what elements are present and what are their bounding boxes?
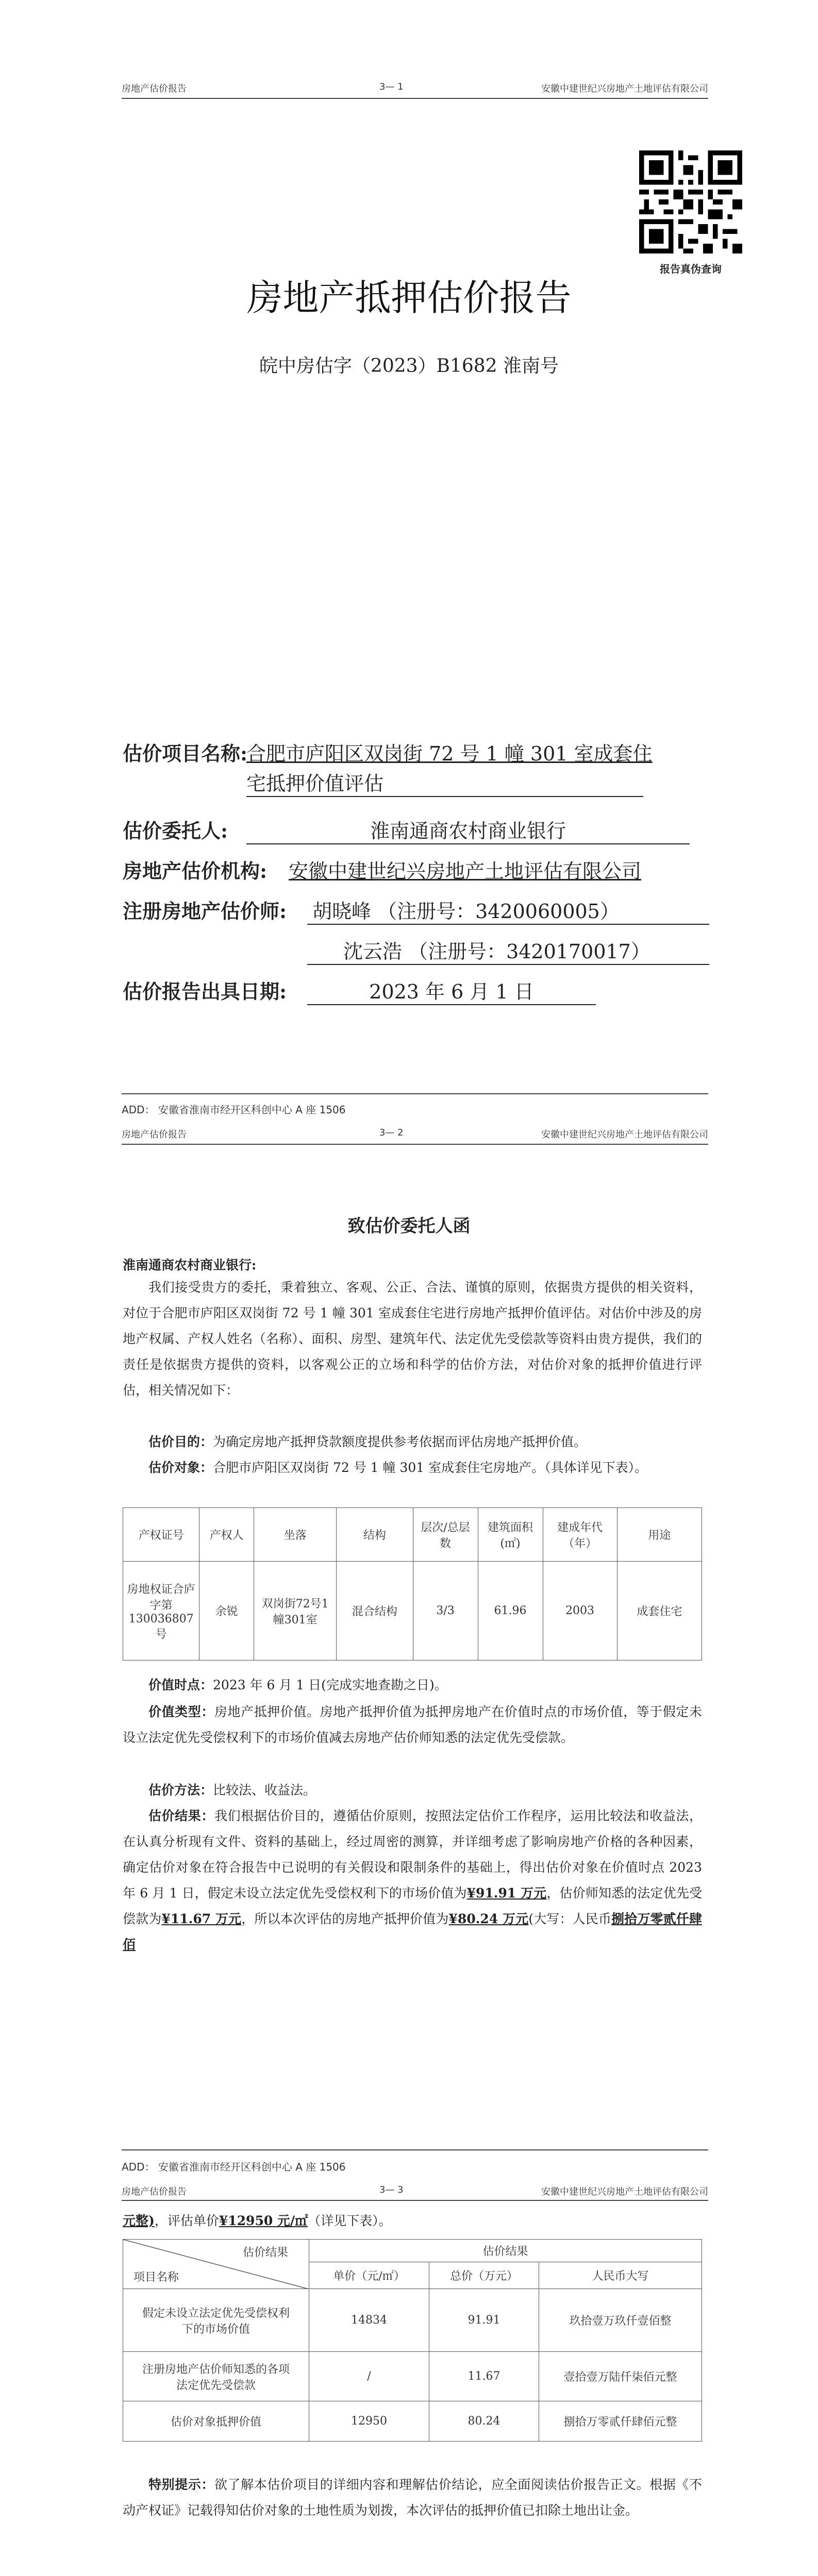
method-label: 估价方法： [148, 1783, 213, 1798]
header-rule [122, 2200, 708, 2201]
type-line [123, 1699, 702, 1751]
agency-label: 房地产估价机构: [123, 859, 268, 883]
row-unit: / [309, 2352, 429, 2401]
header-rule [122, 98, 708, 99]
valuation-result-table [123, 2239, 702, 2442]
th-owner: 产权人 [199, 1508, 254, 1562]
time-label: 价值时点： [148, 1677, 213, 1692]
market-value: ¥91.91 万元 [466, 1886, 547, 1901]
td-owner: 余锐 [199, 1562, 254, 1660]
letter-title: 致估价委托人函 [347, 1216, 471, 1236]
purpose-text: 为确定房地产抵押贷款额度提供参考依据而评估房地产抵押价值。 [213, 1434, 587, 1449]
project-name-line1: 合肥市庐阳区双岗街 72 号 1 幢 301 室成套住 [246, 742, 653, 765]
date-label: 估价报告出具日期: [123, 980, 287, 1003]
header-right: 安徽中建世纪兴房地产土地评估有限公司 [541, 2187, 708, 2197]
report-number: 皖中房估字（2023）B1682 淮南号 [259, 355, 559, 377]
appraiser-2 [307, 936, 709, 965]
td-year: 2003 [543, 1562, 617, 1660]
table-row [123, 2401, 702, 2442]
unit-price: ¥12950 元/㎡ [219, 2213, 308, 2228]
header-left: 房地产估价报告 [122, 2187, 187, 2197]
special-text: 欲了解本估价项目的详细内容和理解估价结论，应全面阅读估价报告正文。根据《不动产权证》记载得知估价对象的土地性质为划拨，本次评估的抵押价值已扣除土地出让金。 [123, 2477, 702, 2518]
appraiser-1-text: 胡晓峰 （注册号：3420060005） [312, 900, 620, 923]
letter-addressee: 淮南通商农村商业银行: [123, 1258, 257, 1273]
qr-code[interactable] [639, 150, 742, 256]
result-label: 估价结果： [148, 1808, 214, 1823]
client-value-text: 淮南通商农村商业银行 [370, 820, 566, 842]
object-text: 合肥市庐阳区双岗街 72 号 1 幢 301 室成套住宅房地产。（具体详见下表）。 [213, 1460, 648, 1475]
property-table-row [123, 1562, 702, 1660]
appraiser-label: 注册房地产估价师: [123, 900, 287, 923]
th-year: 建成年代（年） [543, 1508, 617, 1562]
qr-caption: 报告真伪查询 [660, 263, 722, 275]
unit-price-post: （详见下表）。 [308, 2213, 392, 2228]
row-total: 80.24 [429, 2401, 539, 2442]
header-right: 安徽中建世纪兴房地产土地评估有限公司 [541, 83, 708, 94]
project-name-line2-text: 宅抵押价值评估 [246, 772, 384, 795]
result-cn-end: 元整) [123, 2213, 155, 2228]
th-floor: 层次/总层数 [413, 1508, 478, 1562]
type-text: 房地产抵押价值。房地产抵押价值为抵押房地产在价值时点的市场价值，等于假定未设立法定优先受偿权利下的市场价值减去房地产估价师知悉的法定优先受偿款。 [123, 1704, 702, 1745]
th-area: 建筑面积(㎡) [478, 1508, 543, 1562]
row-unit: 12950 [309, 2401, 429, 2442]
page-footer: ADD： 安徽省淮南市经开区科创中心 A 座 1506 [122, 1104, 346, 1116]
col-unit-price: 单价（元/㎡） [309, 2262, 429, 2289]
header-right: 安徽中建世纪兴房地产土地评估有限公司 [541, 1129, 708, 1140]
date-value-text: 2023 年 6 月 1 日 [369, 980, 534, 1003]
header-page-number: 3— 2 [379, 1127, 404, 1138]
result-table-header-1 [123, 2240, 702, 2262]
header-page-number: 3— 3 [379, 2184, 404, 2195]
row-cn: 捌拾万零贰仟肆佰元整 [539, 2401, 702, 2442]
page-header [122, 81, 708, 97]
result-text: 我们根据估价目的，遵循估价原则，按照法定估价工作程序，运用比较法和收益法，在认真分析现有文件、资料的基础上，经过周密的测算，并详细考虑了影响房地产价格的各种因素，确定估价对象在符合报告中已说明的有关假设和限制条件的基础上，得出估价对象在价值时点 2023 年 6 月 1 日，假定未设立法定优先受偿权利下的市场价值为 [123, 1808, 702, 1901]
property-table [123, 1507, 702, 1660]
page-header [122, 2184, 708, 2200]
td-cert: 房地权证合庐字第130036807号 [123, 1562, 199, 1660]
letter-p1-text: 我们接受贵方的委托，秉着独立、客观、公正、合法、谨慎的原则，依据贵方提供的相关资料，对位于合肥市庐阳区双岗街 72 号 1 幢 301 室成套住宅进行房地产抵押价值评估。对估价中涉及的房地产权属、产权人姓名（名称）、面积、房型、建筑年代、法定优先受偿款等资料由贵方提供，我们的责任是依据贵方提供的资料，以客观公正的立场和科学的估价方法，对估价对象的抵押价值进行评估，相关情况如下： [123, 1280, 702, 1398]
th-cert: 产权证号 [123, 1508, 199, 1562]
agency-value: 安徽中建世纪兴房地产土地评估有限公司 [289, 860, 642, 883]
row-unit: 14834 [309, 2289, 429, 2352]
appraiser-1 [307, 895, 709, 925]
row-cn: 壹拾壹万陆仟柒佰元整 [539, 2352, 702, 2401]
page-header [122, 1127, 708, 1143]
td-location: 双岗街72号1幢301室 [254, 1562, 337, 1660]
header-left: 房地产估价报告 [122, 83, 187, 94]
row-total: 91.91 [429, 2289, 539, 2352]
purpose-line [123, 1429, 702, 1455]
td-usage: 成套住宅 [617, 1562, 702, 1660]
diagonal-header-cell [123, 2240, 309, 2289]
mortgage-value: ¥80.24 万元 [448, 1911, 529, 1926]
header-rule [122, 1144, 708, 1145]
result-group-header: 估价结果 [309, 2240, 702, 2262]
page-footer: ADD： 安徽省淮南市经开区科创中心 A 座 1506 [122, 2161, 346, 2173]
row-total: 11.67 [429, 2352, 539, 2401]
th-usage: 用途 [617, 1508, 702, 1562]
footer-rule [122, 1093, 708, 1094]
result-continuation [123, 2208, 702, 2234]
table-row [123, 2289, 702, 2352]
method-text: 比较法、收益法。 [213, 1783, 316, 1798]
method-line [123, 1777, 702, 1803]
result-mid-text: ，估价师知悉的法定优先受偿款为 [123, 1886, 702, 1926]
td-area: 61.96 [478, 1562, 543, 1660]
object-line [123, 1455, 702, 1481]
priority-claim: ¥11.67 万元 [161, 1911, 242, 1926]
object-label: 估价对象： [148, 1460, 213, 1475]
row-name: 假定未设立法定优先受偿权利下的市场价值 [123, 2289, 309, 2352]
table-row [123, 2352, 702, 2401]
th-location: 坐落 [254, 1508, 337, 1562]
unit-price-pre: ，评估单价 [154, 2213, 219, 2228]
type-label: 价值类型： [148, 1704, 214, 1719]
property-table-header [123, 1508, 702, 1562]
diag-bottom-label: 项目名称 [133, 2271, 179, 2284]
td-structure: 混合结构 [337, 1562, 413, 1660]
date-value [307, 976, 596, 1005]
col-rmb-upper: 人民币大写 [539, 2262, 702, 2289]
client-label: 估价委托人: [123, 819, 228, 842]
footer-rule [122, 2149, 708, 2150]
result-cn-amount: 捌拾万零贰仟肆佰 [123, 1911, 702, 1952]
purpose-label: 估价目的： [148, 1434, 213, 1449]
result-mid2-text: ，所以本次评估的房地产抵押价值为 [241, 1911, 449, 1926]
th-structure: 结构 [337, 1508, 413, 1562]
diag-top-label: 估价结果 [242, 2246, 288, 2259]
time-line [123, 1672, 702, 1698]
report-title: 房地产抵押估价报告 [246, 277, 572, 319]
time-text: 2023 年 6 月 1 日(完成实地查勘之日)。 [213, 1677, 447, 1692]
project-label: 估价项目名称: [123, 742, 248, 765]
row-cn: 玖拾壹万玖仟壹佰整 [539, 2289, 702, 2352]
td-floor: 3/3 [413, 1562, 478, 1660]
col-total-price: 总价（万元） [429, 2262, 539, 2289]
special-notice [123, 2472, 702, 2523]
result-cn-pre: (大写：人民币 [528, 1911, 612, 1926]
result-paragraph [123, 1803, 702, 1958]
header-left: 房地产估价报告 [122, 1129, 187, 1140]
client-value [246, 815, 690, 844]
letter-paragraph-1 [123, 1275, 702, 1403]
row-name: 注册房地产估价师知悉的各项法定优先受偿款 [123, 2352, 309, 2401]
appraiser-2-text: 沈云浩 （注册号：3420170017） [343, 940, 650, 963]
header-page-number: 3— 1 [379, 81, 404, 92]
row-name: 估价对象抵押价值 [123, 2401, 309, 2442]
special-label: 特别提示： [148, 2477, 214, 2492]
project-name-line2 [246, 768, 643, 797]
